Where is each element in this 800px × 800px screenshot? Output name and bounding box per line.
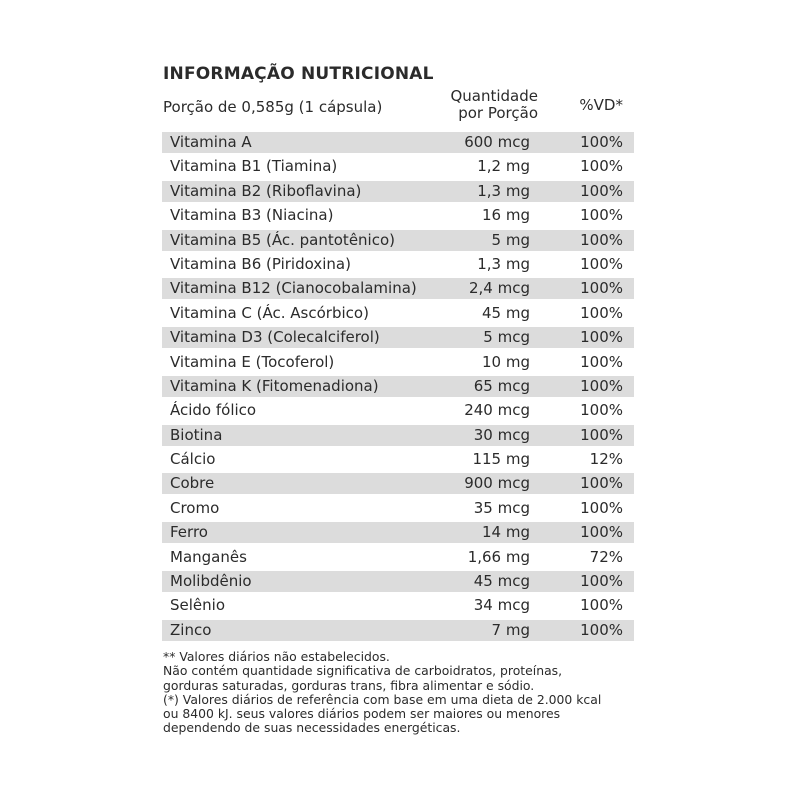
nutrient-quantity: 1,66 mg bbox=[467, 547, 530, 566]
table-row bbox=[162, 205, 634, 226]
nutrient-daily-value: 100% bbox=[580, 328, 623, 347]
nutrient-daily-value: 100% bbox=[580, 376, 623, 395]
nutrient-daily-value: 100% bbox=[580, 181, 623, 200]
vd-column-header: %VD* bbox=[579, 96, 623, 114]
nutrient-quantity: 5 mcg bbox=[483, 328, 530, 347]
nutrient-daily-value: 72% bbox=[589, 547, 623, 566]
table-row bbox=[162, 620, 634, 641]
nutrient-name: Vitamina B12 (Cianocobalamina) bbox=[170, 279, 417, 298]
footnote-line: (*) Valores diários de referência com base em uma dieta de 2.000 kcal bbox=[163, 691, 602, 707]
nutrient-quantity: 65 mcg bbox=[473, 376, 530, 395]
table-row bbox=[162, 522, 634, 543]
nutrient-daily-value: 100% bbox=[580, 157, 623, 176]
nutrient-daily-value: 100% bbox=[580, 474, 623, 493]
nutrient-daily-value: 100% bbox=[580, 230, 623, 249]
nutrient-quantity: 1,2 mg bbox=[477, 157, 530, 176]
nutrient-name: Molibdênio bbox=[170, 572, 252, 591]
nutrient-name: Cálcio bbox=[170, 450, 216, 469]
nutrient-name: Selênio bbox=[170, 596, 225, 615]
nutrient-quantity: 35 mcg bbox=[473, 498, 530, 517]
footnote-line: ou 8400 kJ. seus valores diários podem ser maiores ou menores bbox=[163, 706, 561, 722]
nutrient-daily-value: 100% bbox=[580, 254, 623, 273]
table-row bbox=[162, 327, 634, 348]
footnote-line: gorduras saturadas, gorduras trans, fibra alimentar e sódio. bbox=[163, 677, 535, 693]
nutrient-daily-value: 100% bbox=[580, 523, 623, 542]
nutrient-quantity: 7 mg bbox=[491, 620, 530, 639]
nutrient-quantity: 10 mg bbox=[482, 352, 530, 371]
nutrient-daily-value: 100% bbox=[580, 133, 623, 151]
table-row bbox=[162, 449, 634, 470]
nutrient-quantity: 34 mcg bbox=[473, 596, 530, 615]
nutrient-table bbox=[162, 132, 634, 644]
table-row bbox=[162, 400, 634, 421]
nutrient-name: Vitamina B2 (Riboflavina) bbox=[170, 181, 362, 200]
table-row bbox=[162, 425, 634, 446]
nutrient-name: Zinco bbox=[170, 620, 212, 639]
nutrient-quantity: 115 mg bbox=[472, 450, 530, 469]
footnote-line: Não contém quantidade significativa de carboidratos, proteínas, bbox=[163, 663, 563, 679]
table-row bbox=[162, 181, 634, 202]
nutrient-daily-value: 100% bbox=[580, 572, 623, 591]
quantity-header-line-2: por Porção bbox=[458, 104, 538, 122]
quantity-header-line-1: Quantidade bbox=[450, 87, 538, 105]
nutrient-quantity: 600 mcg bbox=[464, 133, 530, 151]
nutrient-daily-value: 100% bbox=[580, 206, 623, 225]
nutrient-name: Vitamina D3 (Colecalciferol) bbox=[170, 328, 380, 347]
nutrient-daily-value: 100% bbox=[580, 498, 623, 517]
nutrient-name: Vitamina B6 (Piridoxina) bbox=[170, 254, 351, 273]
table-row bbox=[162, 352, 634, 373]
nutrient-name: Ferro bbox=[170, 523, 208, 542]
label-title: INFORMAÇÃO NUTRICIONAL bbox=[163, 64, 434, 84]
table-row bbox=[162, 498, 634, 519]
nutrient-quantity: 2,4 mcg bbox=[468, 279, 530, 298]
nutrient-daily-value: 100% bbox=[580, 596, 623, 615]
table-row bbox=[162, 473, 634, 494]
nutrient-name: Vitamina B3 (Niacina) bbox=[170, 206, 334, 225]
table-row bbox=[162, 254, 634, 275]
quantity-column-header bbox=[425, 88, 538, 122]
nutrient-name: Biotina bbox=[170, 425, 223, 444]
nutrient-quantity: 900 mcg bbox=[464, 474, 530, 493]
nutrient-name: Vitamina C (Ác. Ascórbico) bbox=[170, 303, 369, 322]
nutrient-quantity: 14 mg bbox=[482, 523, 530, 542]
nutrient-name: Vitamina E (Tocoferol) bbox=[170, 352, 335, 371]
nutrient-quantity: 45 mg bbox=[482, 303, 530, 322]
table-row bbox=[162, 132, 634, 153]
nutrient-quantity: 16 mg bbox=[482, 206, 530, 225]
table-row bbox=[162, 303, 634, 324]
footnote-line: ** Valores diários não estabelecidos. bbox=[163, 649, 390, 664]
table-row bbox=[162, 156, 634, 177]
nutrient-name: Vitamina K (Fitomenadiona) bbox=[170, 376, 379, 395]
nutrient-name: Ácido fólico bbox=[170, 401, 257, 420]
nutrient-daily-value: 100% bbox=[580, 303, 623, 322]
nutrient-daily-value: 100% bbox=[580, 352, 623, 371]
nutrient-quantity: 30 mcg bbox=[473, 425, 530, 444]
nutrient-name: Manganês bbox=[170, 547, 247, 566]
nutrient-daily-value: 100% bbox=[580, 620, 623, 639]
nutrient-name: Cromo bbox=[170, 498, 220, 517]
nutrient-daily-value: 100% bbox=[580, 279, 623, 298]
table-row bbox=[162, 571, 634, 592]
nutrient-quantity: 45 mcg bbox=[473, 572, 530, 591]
nutrient-daily-value: 100% bbox=[580, 401, 623, 420]
footnote-line: dependendo de suas necessidades energéticas. bbox=[163, 720, 461, 736]
portion-size: Porção de 0,585g (1 cápsula) bbox=[163, 98, 383, 116]
nutrient-name: Cobre bbox=[170, 474, 215, 493]
nutrient-quantity: 5 mg bbox=[491, 230, 530, 249]
footnotes bbox=[163, 650, 643, 736]
table-row bbox=[162, 595, 634, 616]
nutrient-name: Vitamina B5 (Ác. pantotênico) bbox=[170, 230, 395, 249]
table-row bbox=[162, 278, 634, 299]
nutrient-name: Vitamina A bbox=[170, 133, 252, 151]
table-row bbox=[162, 230, 634, 251]
nutrient-quantity: 1,3 mg bbox=[477, 181, 530, 200]
nutrient-daily-value: 100% bbox=[580, 425, 623, 444]
table-row bbox=[162, 547, 634, 568]
nutrient-daily-value: 12% bbox=[589, 450, 623, 469]
nutrient-quantity: 240 mcg bbox=[464, 401, 530, 420]
table-row bbox=[162, 376, 634, 397]
nutrient-quantity: 1,3 mg bbox=[477, 254, 530, 273]
nutrient-name: Vitamina B1 (Tiamina) bbox=[170, 157, 338, 176]
